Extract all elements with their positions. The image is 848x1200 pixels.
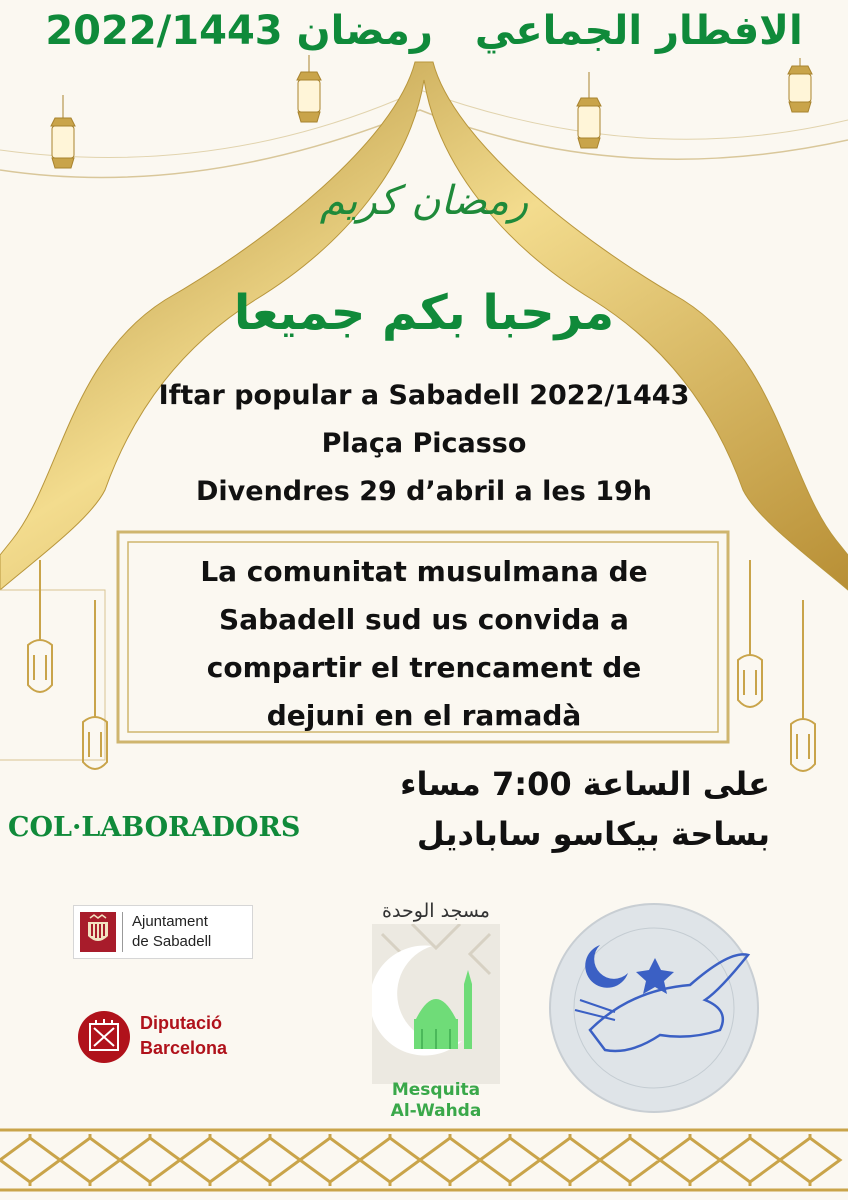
lantern-icon [51,95,75,168]
hanging-lantern-icon [738,560,762,707]
ajuntament-sabadell-logo [73,905,253,959]
event-date: Divendres 29 d’abril a les 19h [195,476,652,507]
diputacio-barcelona-logo [76,1010,256,1064]
hanging-lantern-icon [83,600,107,769]
mosque-name-line1: Mesquita [391,1080,481,1100]
welcome-heading: مرحبا بكم جميعا [233,285,615,341]
lantern-icon [577,72,601,148]
title-iftar: الافطار الجماعي [474,8,803,54]
event-place: Plaça Picasso [321,428,527,459]
event-title: Iftar popular a Sabadell 2022/1443 [158,380,690,411]
ramadan-kareem-calligraphy: رمضان كريم [319,178,529,224]
ajuntament-line1: Ajuntament [132,913,208,930]
invitation-text [150,548,698,740]
mesquita-al-wahda-logo [372,898,500,1126]
geometric-border [0,1130,848,1190]
hanging-lantern-icon [28,560,52,692]
diputacio-line2: Barcelona [140,1038,228,1058]
arabic-place: بساحة بيكاسو ساباديل [416,815,770,853]
arabic-time: على الساعة 7:00 مساء [400,765,770,803]
mosque-arabic-name: مسجد الوحدة [382,900,490,922]
hanging-lantern-icon [791,600,815,771]
shield-icon [80,912,116,952]
invitation-line: Sabadell sud us convida a [219,603,629,636]
invitation-line: La comunitat musulmana de [200,555,648,588]
mosque-icon [372,924,500,1084]
association-seal [550,904,758,1112]
title-ramadan-year: رمضان 2022/1443 [45,8,433,54]
ajuntament-line2: de Sabadell [132,933,212,950]
mosque-name-line2: Al-Wahda [390,1101,482,1121]
collaborators-heading: COL·LABORADORS [8,812,301,843]
invitation-line: dejuni en el ramadà [266,699,582,732]
diputacio-emblem-icon [76,1010,132,1064]
lantern-icon [788,58,812,112]
invitation-line: compartir el trencament de [206,651,642,684]
diputacio-line1: Diputació [140,1013,223,1033]
lantern-icon [297,55,321,122]
page-title [0,8,848,54]
